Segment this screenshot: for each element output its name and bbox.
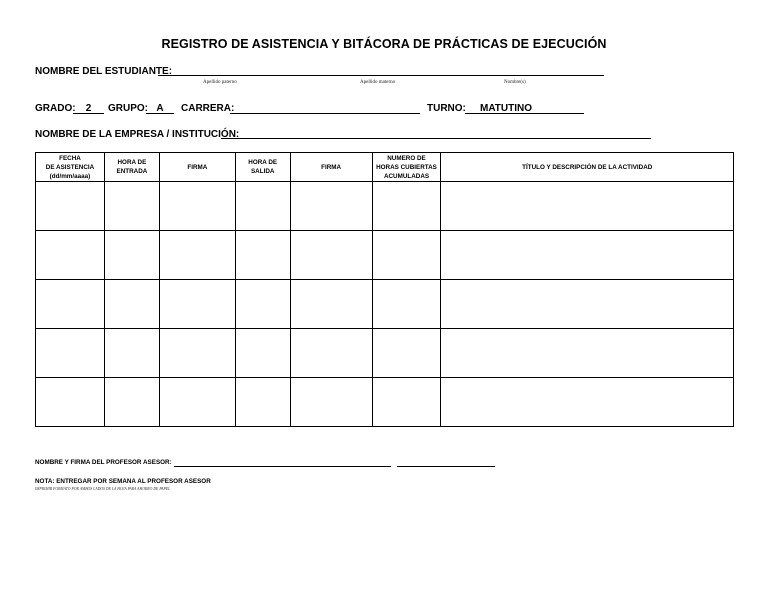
table-cell[interactable] <box>290 378 372 427</box>
table-cell[interactable] <box>104 182 159 231</box>
table-cell[interactable] <box>235 182 290 231</box>
table-row <box>36 182 734 231</box>
asesor-sign-line[interactable] <box>397 466 495 467</box>
table-cell[interactable] <box>36 329 105 378</box>
carrera-label: CARRERA: <box>181 103 235 114</box>
carrera-line[interactable] <box>230 113 420 114</box>
table-cell[interactable] <box>104 378 159 427</box>
imprimir-note: IMPRIMIR FORMATO POR AMBOS LADOS DE LA HOJA PARA AHORRO DE PAPEL <box>35 487 171 491</box>
asesor-name-line[interactable] <box>174 466 391 467</box>
table-row <box>36 329 734 378</box>
col-hora-salida-header: HORA DE SALIDA <box>235 153 290 182</box>
table-row <box>36 378 734 427</box>
table-cell[interactable] <box>441 378 734 427</box>
turno-label: TURNO: <box>427 103 466 114</box>
table-cell[interactable] <box>441 231 734 280</box>
col-firma-salida-header: FIRMA <box>290 153 372 182</box>
table-cell[interactable] <box>36 280 105 329</box>
table-cell[interactable] <box>36 182 105 231</box>
table-cell[interactable] <box>372 378 441 427</box>
table-cell[interactable] <box>290 329 372 378</box>
table-cell[interactable] <box>441 329 734 378</box>
attendance-table <box>35 152 734 427</box>
table-cell[interactable] <box>372 280 441 329</box>
table-cell[interactable] <box>104 280 159 329</box>
apellido-paterno-caption: Apellido paterno <box>203 80 237 85</box>
table-cell[interactable] <box>36 231 105 280</box>
asesor-label: NOMBRE Y FIRMA DEL PROFESOR ASESOR: <box>35 459 172 466</box>
col-hora-entrada-header: HORA DE ENTRADA <box>104 153 159 182</box>
document-title: REGISTRO DE ASISTENCIA Y BITÁCORA DE PRÁCTICAS DE EJECUCIÓN <box>161 37 607 51</box>
table-cell[interactable] <box>290 231 372 280</box>
table-cell[interactable] <box>104 329 159 378</box>
table-cell[interactable] <box>235 329 290 378</box>
table-cell[interactable] <box>372 182 441 231</box>
table-cell[interactable] <box>441 182 734 231</box>
table-header-row <box>36 153 734 182</box>
table-cell[interactable] <box>159 231 235 280</box>
col-fecha-header: FECHA DE ASISTENCIA (dd/mm/aaaa) <box>36 153 105 182</box>
col-firma-entrada-header: FIRMA <box>159 153 235 182</box>
student-name-label: NOMBRE DEL ESTUDIANTE: <box>35 66 173 77</box>
grupo-label: GRUPO: <box>108 103 148 114</box>
empresa-line[interactable] <box>221 138 651 139</box>
empresa-label: NOMBRE DE LA EMPRESA / INSTITUCIÓN: <box>35 129 240 140</box>
grupo-value: A <box>156 103 164 114</box>
table-cell[interactable] <box>104 231 159 280</box>
grado-label: GRADO: <box>35 103 76 114</box>
turno-value: MATUTINO <box>479 103 533 114</box>
col-actividad-header: TÍTULO Y DESCRIPCIÓN DE LA ACTIVIDAD <box>441 153 734 182</box>
table-cell[interactable] <box>159 378 235 427</box>
table-row <box>36 280 734 329</box>
col-horas-acumuladas-header: NUMERO DE HORAS CUBIERTAS ACUMULADAS <box>372 153 441 182</box>
table-cell[interactable] <box>372 231 441 280</box>
nota-text: NOTA: ENTREGAR POR SEMANA AL PROFESOR ASESOR <box>35 478 211 485</box>
table-cell[interactable] <box>235 378 290 427</box>
table-cell[interactable] <box>159 329 235 378</box>
student-name-line[interactable] <box>158 75 604 76</box>
table-cell[interactable] <box>159 280 235 329</box>
table-cell[interactable] <box>372 329 441 378</box>
nombre-caption: Nombre(s) <box>504 80 526 85</box>
table-cell[interactable] <box>36 378 105 427</box>
table-cell[interactable] <box>159 182 235 231</box>
grado-value: 2 <box>85 103 92 114</box>
table-row <box>36 231 734 280</box>
table-cell[interactable] <box>290 182 372 231</box>
table-cell[interactable] <box>290 280 372 329</box>
table-cell[interactable] <box>235 280 290 329</box>
apellido-materno-caption: Apellido materno <box>360 80 396 85</box>
table-cell[interactable] <box>441 280 734 329</box>
table-cell[interactable] <box>235 231 290 280</box>
